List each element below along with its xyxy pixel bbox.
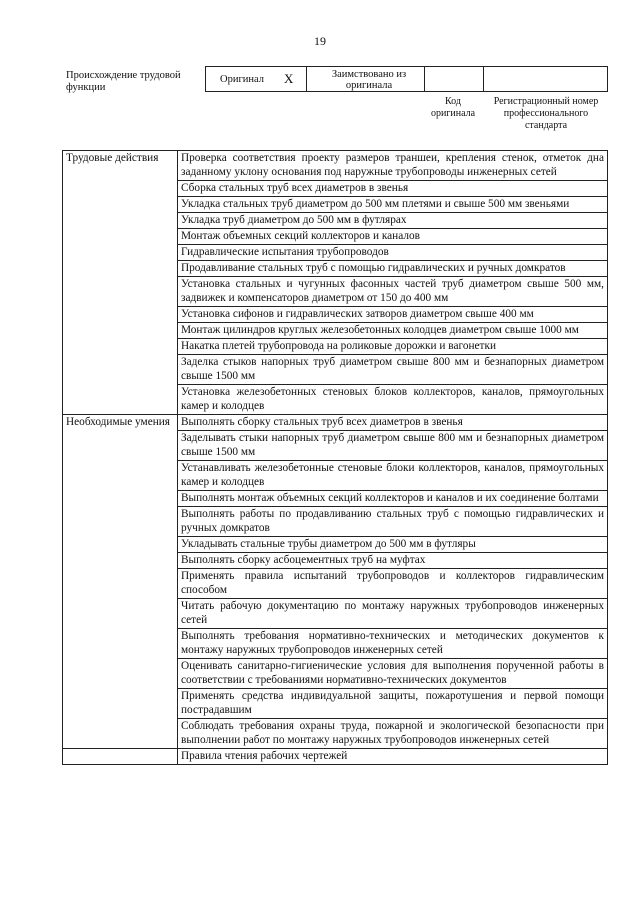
item-text: Установка стальных и чугунных фасонных частей труб диаметром свыше 500 мм, задвижек и компенсаторов диаметром от 150 до 400 мм [178, 277, 608, 307]
item-text: Устанавливать железобетонные стеновые блоки коллекторов, каналов, прямоугольных камер и колодцев [178, 461, 608, 491]
item-text: Гидравлические испытания трубопроводов [178, 245, 608, 261]
table-row [63, 415, 608, 431]
table-row [63, 151, 608, 181]
item-text: Применять средства индивидуальной защиты, пожаротушения и первой помощи пострадавшим [178, 689, 608, 719]
page-number: 19 [314, 34, 326, 48]
item-text: Накатка плетей трубопровода на роликовые дорожки и вагонетки [178, 339, 608, 355]
cell-divider [424, 67, 425, 91]
original-mark: X [284, 71, 294, 86]
section-title: Трудовые действия [63, 151, 178, 415]
item-text: Заделывать стыки напорных труб диаметром свыше 800 мм и безнапорных диаметром свыше 1500 мм [178, 431, 608, 461]
item-text: Монтаж цилиндров круглых железобетонных колодцев диаметром свыше 1000 мм [178, 323, 608, 339]
item-text: Установка сифонов и гидравлических затворов диаметром свыше 400 мм [178, 307, 608, 323]
item-text: Продавливание стальных труб с помощью гидравлических и ручных домкратов [178, 261, 608, 277]
item-text: Читать рабочую документацию по монтажу наружных трубопроводов инженерных сетей [178, 599, 608, 629]
section-title [63, 749, 178, 765]
item-text: Заделка стыков напорных труб диаметром свыше 800 мм и безнапорных диаметром свыше 1500 мм [178, 355, 608, 385]
borrowed-cell: Заимствовано из оригинала [331, 69, 407, 91]
original-cell: Оригинал [220, 74, 264, 85]
reg-number-label: Регистрационный номер профессионального стандарта [493, 96, 599, 131]
item-text: Монтаж объемных секций коллекторов и каналов [178, 229, 608, 245]
labor-function-table [62, 150, 608, 765]
item-text: Соблюдать требования охраны труда, пожарной и экологической безопасности при выполнении работ по монтажу наружных трубопроводов инженерных сетей [178, 719, 608, 749]
origin-label: Происхождение трудовой функции [66, 70, 181, 93]
cell-divider [483, 67, 484, 91]
code-label: Код оригинала [430, 96, 476, 119]
item-text: Установка железобетонных стеновых блоков коллекторов, каналов, прямоугольных камер и колодцев [178, 385, 608, 415]
item-text: Выполнять сборку асбоцементных труб на муфтах [178, 553, 608, 569]
item-text: Укладка стальных труб диаметром до 500 мм плетями и свыше 500 мм звеньями [178, 197, 608, 213]
item-text: Применять правила испытаний трубопроводов и коллекторов гидравлическим способом [178, 569, 608, 599]
item-text: Выполнять монтаж объемных секций коллекторов и каналов и их соединение болтами [178, 491, 608, 507]
item-text: Проверка соответствия проекту размеров траншеи, крепления стенок, отметок дна заданному уклону основания под наружные трубопроводы инженерных сетей [178, 151, 608, 181]
item-text: Укладка труб диаметром до 500 мм в футлярах [178, 213, 608, 229]
item-text: Сборка стальных труб всех диаметров в звенья [178, 181, 608, 197]
item-text: Выполнять сборку стальных труб всех диаметров в звенья [178, 415, 608, 431]
section-title: Необходимые умения [63, 415, 178, 749]
origin-box [205, 66, 608, 92]
item-text: Укладывать стальные трубы диаметром до 500 мм в футляры [178, 537, 608, 553]
item-text: Правила чтения рабочих чертежей [178, 749, 608, 765]
item-text: Выполнять требования нормативно-технических и методических документов к монтажу наружных трубопроводов инженерных сетей [178, 629, 608, 659]
item-text: Выполнять работы по продавливанию стальных труб с помощью гидравлических и ручных домкратов [178, 507, 608, 537]
item-text: Оценивать санитарно-гигиенические условия для выполнения порученной работы в соответствии с требованиями нормативно-технических документов [178, 659, 608, 689]
table-row [63, 749, 608, 765]
cell-divider [306, 67, 307, 91]
